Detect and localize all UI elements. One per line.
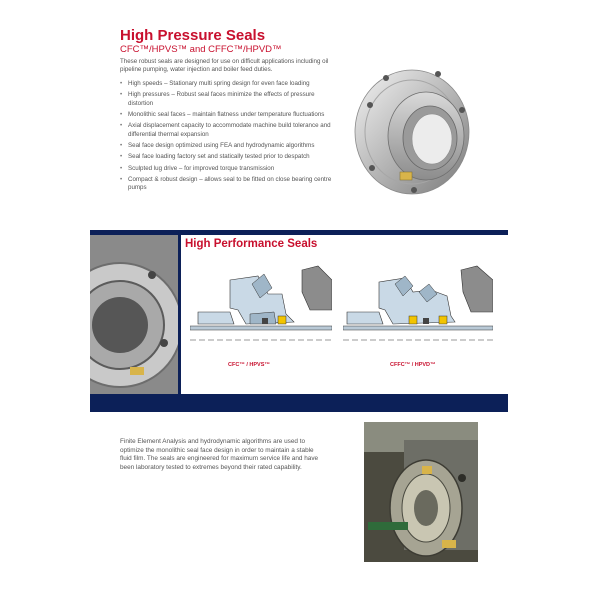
feature-item: • Axial displacement capacity to accommodate machine build tolerance and differential thermal expansion: [120, 122, 335, 138]
feature-item: • Compact & robust design – allows seal to be fitted on close bearing centre pumps: [120, 176, 335, 192]
feature-list: [120, 80, 335, 196]
fea-description: Finite Element Analysis and hydrodynamic algorithms are used to optimize the monolithic seal face design in order to maintain a stable fluid film. The seals are engineered for maximum service life and have been laboratory tested to extremes beyond their rated capability.: [120, 438, 319, 471]
section-title: High Performance Seals: [185, 238, 318, 250]
feature-item: • High pressures – Robust seal faces minimize the effects of pressure distortion: [120, 91, 335, 107]
cffc-hpvd-cross-section-diagram: [343, 262, 493, 357]
seal-product-photo: [352, 50, 478, 210]
feature-item: • Seal face design optimized using FEA and hydrodynamic algorithms: [120, 142, 335, 150]
feature-item: • Sculpted lug drive – for improved torque transmission: [120, 165, 335, 173]
page-title: High Pressure Seals: [120, 27, 266, 44]
cfc-hpvs-cross-section-diagram: [190, 262, 332, 357]
product-subtitle: CFC™/HPVS™ and CFFC™/HPVD™: [120, 44, 282, 55]
feature-item: • Monolithic seal faces – maintain flatness under temperature fluctuations: [120, 111, 335, 119]
navy-band-bottom: [90, 394, 508, 412]
diagram-caption: CFC™ / HPVS™: [228, 362, 270, 368]
installed-seal-photo: [364, 422, 478, 562]
feature-item: • Seal face loading factory set and statically tested prior to despatch: [120, 153, 335, 161]
intro-paragraph: These robust seals are designed for use on difficult applications including oil pipeline pumping, water injection and boiler feed duties.: [120, 58, 329, 74]
diagram-caption: CFFC™ / HPVD™: [390, 362, 436, 368]
seal-closeup-photo: [90, 235, 178, 394]
feature-item: • High speeds – Stationary multi spring design for even face loading: [120, 80, 335, 88]
